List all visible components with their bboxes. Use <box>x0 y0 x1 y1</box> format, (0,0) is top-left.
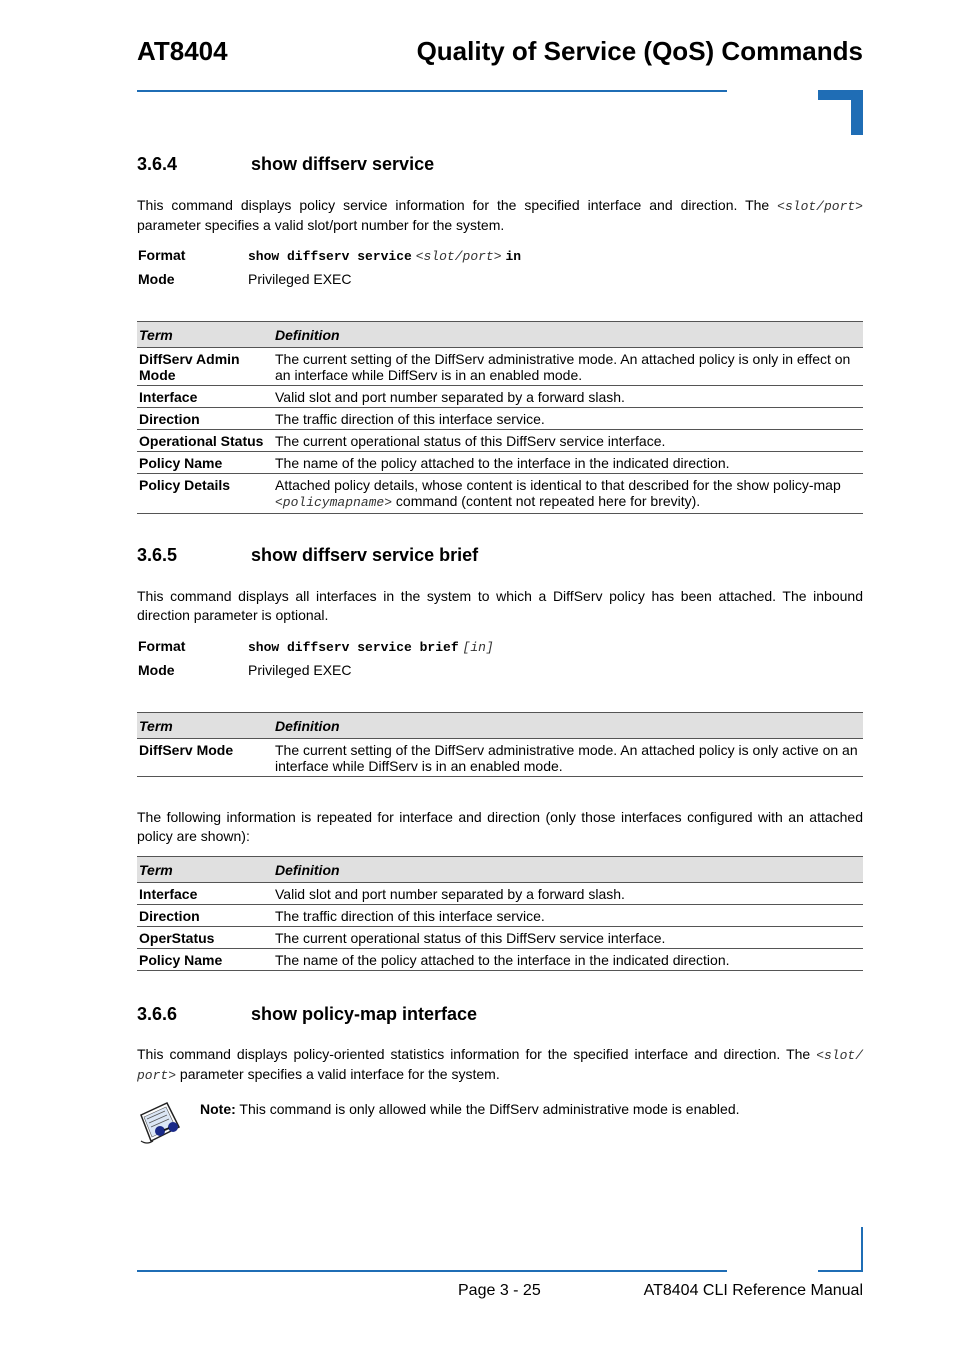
term-cell: Policy Details <box>137 474 273 514</box>
section-title-3-6-6 <box>137 1004 477 1025</box>
mode-line <box>138 271 352 287</box>
note-label: Note: <box>200 1101 236 1117</box>
table-row <box>137 430 863 452</box>
section-title-3-6-4 <box>137 154 434 175</box>
term-cell: Operational Status <box>137 430 273 452</box>
description-text: parameter specifies a valid slot/port number for the system. <box>137 217 505 233</box>
section-heading: show diffserv service brief <box>251 545 479 565</box>
table-row <box>137 348 863 386</box>
note-text: This command is only allowed while the DiffServ administrative mode is enabled. <box>235 1101 740 1117</box>
term-cell: DiffServ Admin Mode <box>137 348 273 386</box>
table-header-definition: Definition <box>273 322 863 348</box>
mode-value: Privileged EXEC <box>248 662 352 678</box>
definition-cell: The traffic direction of this interface service. <box>273 905 863 927</box>
table-row <box>137 883 863 905</box>
header-product: AT8404 <box>137 36 228 66</box>
term-cell: Policy Name <box>137 452 273 474</box>
table-header-row <box>137 322 863 348</box>
format-line <box>138 638 494 655</box>
section-description: This command displays all interfaces in the system to which a DiffServ policy has been attached. The inbound direction parameter is optional. <box>137 588 863 623</box>
header-chapter: Quality of Service (QoS) Commands <box>416 36 863 66</box>
table-header-term: Term <box>137 857 273 883</box>
footer-manual-title: AT8404 CLI Reference Manual <box>643 1282 863 1299</box>
section-number: 3.6.4 <box>137 154 178 174</box>
table-header-definition: Definition <box>273 713 863 739</box>
footer-corner-mark <box>818 1227 863 1272</box>
table-row <box>137 905 863 927</box>
format-label: Format <box>138 638 186 654</box>
term-cell: Interface <box>137 883 273 905</box>
description-text: This command displays policy service information for the specified interface and direction. The <box>137 197 778 213</box>
section-description <box>137 196 863 235</box>
footer-page-number: Page 3 - 25 <box>458 1282 541 1299</box>
repeat-description: The following information is repeated for interface and direction (only those interfaces configured with an attached policy are shown): <box>137 809 863 844</box>
section-number: 3.6.5 <box>137 545 178 565</box>
header-rule <box>137 90 727 92</box>
definition-cell: Valid slot and port number separated by a forward slash. <box>273 386 863 408</box>
parameter-slot-port: <slot/port> <box>777 199 863 214</box>
section-description <box>137 1045 863 1085</box>
term-cell: OperStatus <box>137 927 273 949</box>
format-command: show diffserv service <box>248 249 412 264</box>
parameter-policymapname: <policymapname> <box>275 495 393 510</box>
table-row <box>137 739 863 777</box>
definition-text: Attached policy details, whose content is identical to that described for the show policy-map <box>275 477 841 493</box>
description-text: parameter specifies a valid interface for the system. <box>176 1066 500 1082</box>
footer-rule <box>137 1270 727 1272</box>
definition-table-3-6-4 <box>137 321 863 514</box>
table-header-row <box>137 713 863 739</box>
table-row <box>137 474 863 514</box>
format-keyword: in <box>505 249 522 264</box>
header-corner-mark <box>818 90 863 135</box>
definition-text: command (content not repeated here for brevity). <box>392 493 701 509</box>
term-cell: DiffServ Mode <box>137 739 273 777</box>
definition-cell: The current setting of the DiffServ administrative mode. An attached policy is only active on an interface while DiffServ is in an enabled mode. <box>273 739 863 777</box>
definition-cell <box>273 474 863 514</box>
table-row <box>137 452 863 474</box>
table-header-term: Term <box>137 713 273 739</box>
format-line <box>138 247 521 264</box>
table-row <box>137 386 863 408</box>
description-text: This command displays policy-oriented statistics information for the specified interface and direction. The <box>137 1046 817 1062</box>
table-header-row <box>137 857 863 883</box>
mode-value: Privileged EXEC <box>248 271 352 287</box>
format-parameter: <slot/port> <box>415 249 502 264</box>
table-header-term: Term <box>137 322 273 348</box>
format-parameter: [in] <box>462 640 494 655</box>
mode-line <box>138 662 352 678</box>
definition-cell: The current operational status of this DiffServ service interface. <box>273 430 863 452</box>
table-header-definition: Definition <box>273 857 863 883</box>
term-cell: Interface <box>137 386 273 408</box>
term-cell: Direction <box>137 905 273 927</box>
term-cell: Policy Name <box>137 949 273 971</box>
definition-table-3-6-5-mode <box>137 712 863 777</box>
parameter-slot-port: <slot/ port> <box>137 1048 863 1083</box>
definition-table-3-6-5-interfaces <box>137 856 863 971</box>
table-row <box>137 408 863 430</box>
definition-cell: The current setting of the DiffServ administrative mode. An attached policy is only in effect on an interface while DiffServ is in an enabled mode. <box>273 348 863 386</box>
mode-label: Mode <box>138 271 175 287</box>
definition-cell: The traffic direction of this interface service. <box>273 408 863 430</box>
format-command: show diffserv service brief <box>248 640 459 655</box>
section-number: 3.6.6 <box>137 1004 178 1024</box>
table-row <box>137 949 863 971</box>
section-heading: show policy-map interface <box>251 1004 478 1024</box>
format-label: Format <box>138 247 186 263</box>
note-pad-glasses-icon <box>137 1101 183 1145</box>
note <box>200 1101 740 1117</box>
definition-cell: The name of the policy attached to the interface in the indicated direction. <box>273 452 863 474</box>
definition-cell: The current operational status of this DiffServ service interface. <box>273 927 863 949</box>
definition-cell: The name of the policy attached to the interface in the indicated direction. <box>273 949 863 971</box>
term-cell: Direction <box>137 408 273 430</box>
section-heading: show diffserv service <box>251 154 435 174</box>
mode-label: Mode <box>138 662 175 678</box>
definition-cell: Valid slot and port number separated by a forward slash. <box>273 883 863 905</box>
section-title-3-6-5 <box>137 545 478 566</box>
table-row <box>137 927 863 949</box>
